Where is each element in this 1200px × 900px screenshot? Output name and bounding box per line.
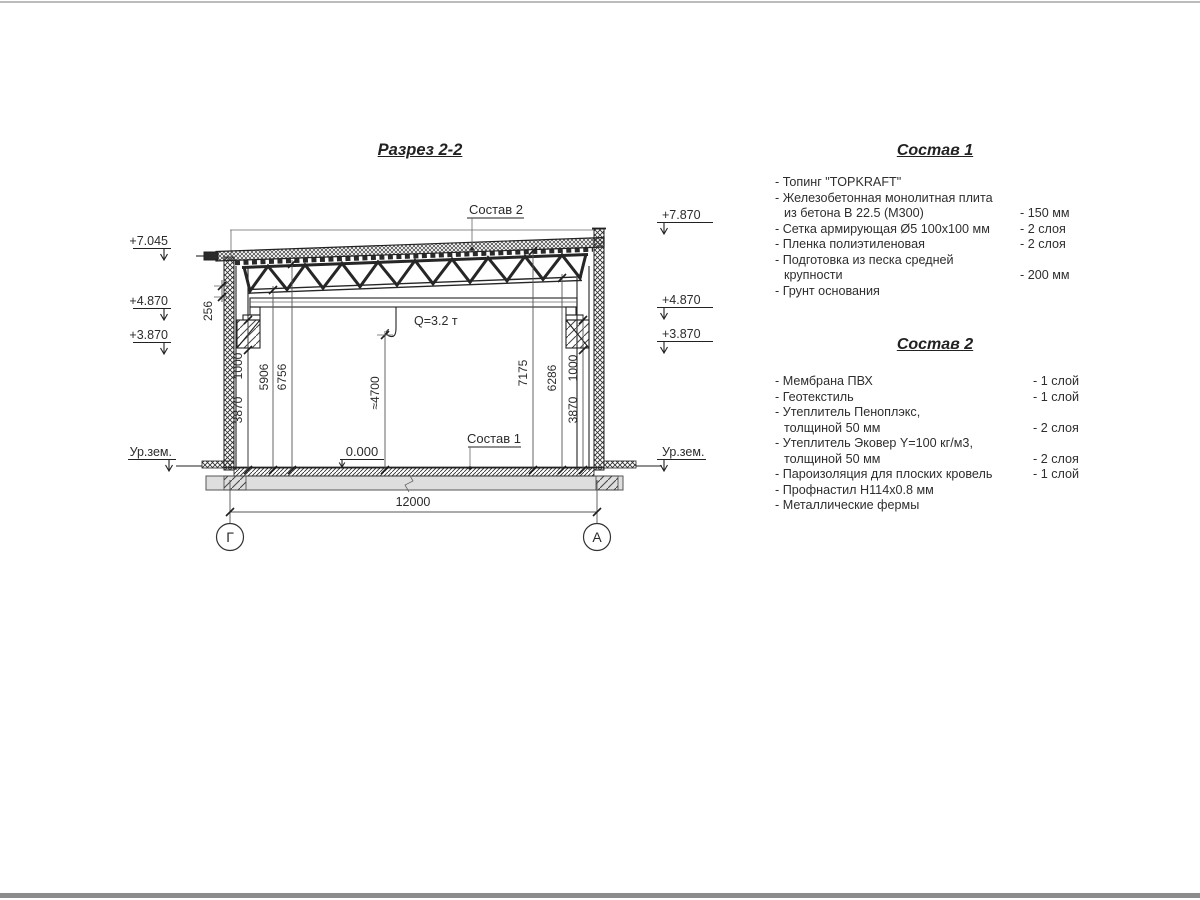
dim-7175: 7175 xyxy=(516,359,530,387)
roof-truss xyxy=(242,254,588,293)
span-dimension xyxy=(217,480,611,551)
list-item: - Железобетонная монолитная плита xyxy=(775,190,993,205)
elev-3870-left: +3.870 xyxy=(129,328,168,342)
dim-12000: 12000 xyxy=(395,495,431,509)
section-drawing xyxy=(0,0,760,580)
zero-level-label: 0.000 xyxy=(345,444,379,459)
dim-6286: 6286 xyxy=(545,364,559,392)
list-item: - Металлические фермы xyxy=(775,498,920,512)
sostav2-ref-label: Состав 2 xyxy=(469,202,523,217)
ground-label-left: Ур.зем. xyxy=(129,445,172,459)
crane-load-label: Q=3.2 т xyxy=(414,314,458,328)
elev-7045: +7.045 xyxy=(129,234,168,248)
dim-3870-right: 3870 xyxy=(566,396,580,424)
window-bottom-edge xyxy=(0,893,1200,898)
dim-5906: 5906 xyxy=(257,363,271,391)
list-item: - Пленка полиэтиленовая - 2 слоя xyxy=(775,237,1066,251)
right-wall-parapet xyxy=(592,229,606,471)
dim-1000-right: 1000 xyxy=(566,354,580,382)
dim-1000-left: 1000 xyxy=(231,352,245,380)
list-item: - Грунт основания xyxy=(775,283,880,298)
axis-letter-a: А xyxy=(592,529,602,545)
list-item: - Профнастил Н114х0.8 мм xyxy=(775,482,934,497)
comp1-heading: Состав 1 xyxy=(896,142,974,159)
list-item-cont: толщиной 50 мм - 2 слоя xyxy=(784,420,1079,435)
list-item: - Мембрана ПВХ - 1 слой xyxy=(775,374,1080,388)
ground-label-right: Ур.зем. xyxy=(662,445,705,459)
section-title: Разрез 2-2 xyxy=(377,141,463,159)
list-item: - Геотекстиль - 1 слой xyxy=(775,389,1080,404)
sostav1-ref-label: Состав 1 xyxy=(467,431,521,446)
dim-256: 256 xyxy=(201,300,215,322)
elev-3870-right: +3.870 xyxy=(662,327,701,341)
list-item-cont: крупности - 200 мм xyxy=(784,268,1070,282)
list-item: - Пароизоляция для плоских кровель - 1 слой xyxy=(775,467,1080,481)
comp2-list xyxy=(775,374,1095,514)
elev-7870: +7.870 xyxy=(662,208,701,222)
list-item-cont: толщиной 50 мм - 2 слоя xyxy=(784,451,1079,466)
elev-4870-left: +4.870 xyxy=(129,294,168,308)
list-item: - Утеплитель Пеноплэкс, xyxy=(775,405,921,419)
dim-6756: 6756 xyxy=(275,363,289,391)
list-item: - Топинг "TOPKRAFT" xyxy=(775,175,902,189)
list-item: - Подготовка из песка средней xyxy=(775,252,954,267)
dim-4700: ≈4700 xyxy=(368,376,382,410)
dim-3870-left: 3870 xyxy=(231,396,245,424)
comp1-list xyxy=(775,175,1095,299)
list-item-cont: из бетона В 22.5 (М300) - 150 мм xyxy=(784,206,1070,220)
list-item: - Сетка армирующая Ø5 100х100 мм - 2 слоя xyxy=(775,221,1066,236)
elev-4870-right: +4.870 xyxy=(662,293,701,307)
comp2-heading: Состав 2 xyxy=(896,336,974,353)
list-item: - Утеплитель Эковер Y=100 кг/м3, xyxy=(775,436,973,450)
axis-letter-g: Г xyxy=(226,529,234,545)
